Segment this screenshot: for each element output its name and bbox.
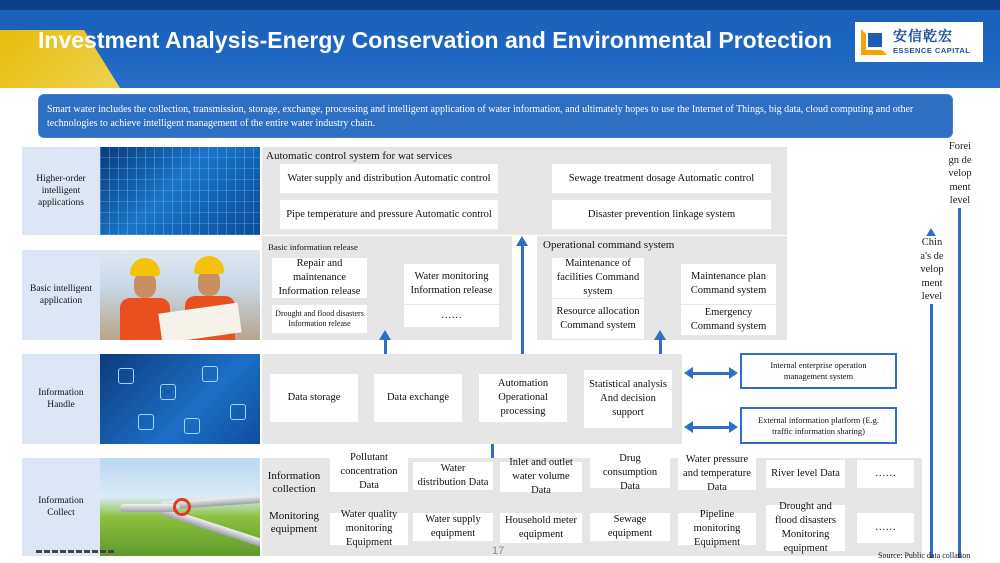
box-pipe-temp-control: Pipe temperature and pressure Automatic control bbox=[280, 200, 498, 229]
source-note: Source: Public data collation bbox=[878, 551, 971, 560]
box-data-storage: Data storage bbox=[270, 374, 358, 422]
logo-icon bbox=[861, 29, 887, 55]
box-repair-info-release: Repair and maintenance Information release bbox=[272, 258, 367, 298]
box-sewage-dosage-control: Sewage treatment dosage Automatic control bbox=[552, 164, 771, 193]
box-water-distribution-data: Water distribution Data bbox=[413, 462, 493, 490]
network-image bbox=[100, 354, 260, 444]
box-collect-more-1: …… bbox=[857, 460, 914, 488]
page-title: Investment Analysis-Energy Conservation and Environmental Protection bbox=[38, 27, 833, 53]
box-resource-allocation-command: Resource allocation Command system bbox=[552, 299, 644, 339]
circuit-board-image bbox=[100, 147, 260, 235]
pipeline-image bbox=[100, 458, 260, 556]
monitoring-row-label: Monitoring equipment bbox=[268, 510, 320, 535]
higher-order-title: Automatic control system for wat services bbox=[266, 150, 453, 162]
level-label-higher: Higher-order intelligent applications bbox=[22, 147, 100, 235]
foreign-level-label: Foreign development level bbox=[948, 141, 972, 206]
box-drought-flood-equipment: Drought and flood disasters Monitoring equipment bbox=[766, 505, 845, 551]
box-internal-enterprise-system: Internal enterprise operation management system bbox=[740, 353, 897, 389]
box-household-meter-equipment: Household meter equipment bbox=[500, 513, 582, 543]
box-statistical-analysis: Statistical analysis And decision support bbox=[584, 370, 672, 428]
box-disaster-prevention: Disaster prevention linkage system bbox=[552, 200, 771, 229]
engineers-image bbox=[100, 250, 260, 340]
box-sewage-equipment: Sewage equipment bbox=[590, 513, 670, 541]
box-automation-processing: Automation Operational processing bbox=[479, 374, 567, 422]
box-river-level-data: River level Data bbox=[766, 460, 845, 488]
box-drug-consumption-data: Drug consumption Data bbox=[590, 458, 670, 488]
level-label-collect: Information Collect bbox=[22, 458, 100, 556]
box-collect-more-2: …… bbox=[857, 513, 914, 543]
basic-info-title: Basic information release bbox=[268, 242, 358, 252]
logo-en-text: ESSENCE CAPITAL bbox=[893, 46, 971, 55]
box-water-quality-equipment: Water quality monitoring Equipment bbox=[330, 513, 408, 545]
box-pipeline-monitoring-equipment: Pipeline monitoring Equipment bbox=[678, 513, 756, 545]
box-facilities-command: Maintenance of facilities Command system bbox=[552, 258, 644, 298]
box-water-supply-control: Water supply and distribution Automatic control bbox=[280, 164, 498, 193]
intro-text: Smart water includes the collection, transmission, storage, exchange, processing and intelligent application of water information, and ultimately hopes to use the Internet of Things, big data, cloud computing and other technologies to achieve intelligent management of the entire water industry chain. bbox=[38, 94, 953, 138]
box-data-exchange: Data exchange bbox=[374, 374, 462, 422]
level-label-handle: Information Handle bbox=[22, 354, 100, 444]
page-number: 17 bbox=[492, 545, 505, 557]
box-drought-flood-release: Drought and flood disasters Information release bbox=[272, 305, 367, 333]
box-water-monitoring-release: Water monitoring Information release bbox=[404, 264, 499, 304]
box-emergency-command: Emergency Command system bbox=[681, 305, 776, 335]
box-maintenance-plan-command: Maintenance plan Command system bbox=[681, 264, 776, 304]
level-label-basic: Basic intelligent application bbox=[22, 250, 100, 340]
box-water-supply-equipment: Water supply equipment bbox=[413, 513, 493, 541]
header-bar bbox=[0, 0, 1000, 88]
box-basic-more: …… bbox=[404, 305, 499, 327]
collection-row-label: Information collection bbox=[267, 470, 321, 495]
box-external-info-platform: External information platform (E.g. traffic information sharing) bbox=[740, 407, 897, 444]
box-pollutant-data: Pollutant concentration Data bbox=[330, 452, 408, 492]
china-level-label: China's development level bbox=[920, 237, 944, 302]
footer-mark bbox=[36, 545, 126, 553]
operational-command-title: Operational command system bbox=[543, 239, 675, 251]
arrow-bidirectional-1 bbox=[692, 372, 730, 375]
header-topline bbox=[0, 0, 1000, 10]
logo bbox=[855, 22, 983, 62]
logo-cn-text: 安信乾宏 bbox=[893, 29, 953, 45]
foreign-level-arrow bbox=[958, 148, 961, 558]
box-water-pressure-data: Water pressure and temperature Data bbox=[678, 458, 756, 490]
box-inlet-outlet-data: Inlet and outlet water volume Data bbox=[500, 462, 582, 492]
arrow-bidirectional-2 bbox=[692, 426, 730, 429]
arrow-up-center bbox=[521, 244, 524, 354]
